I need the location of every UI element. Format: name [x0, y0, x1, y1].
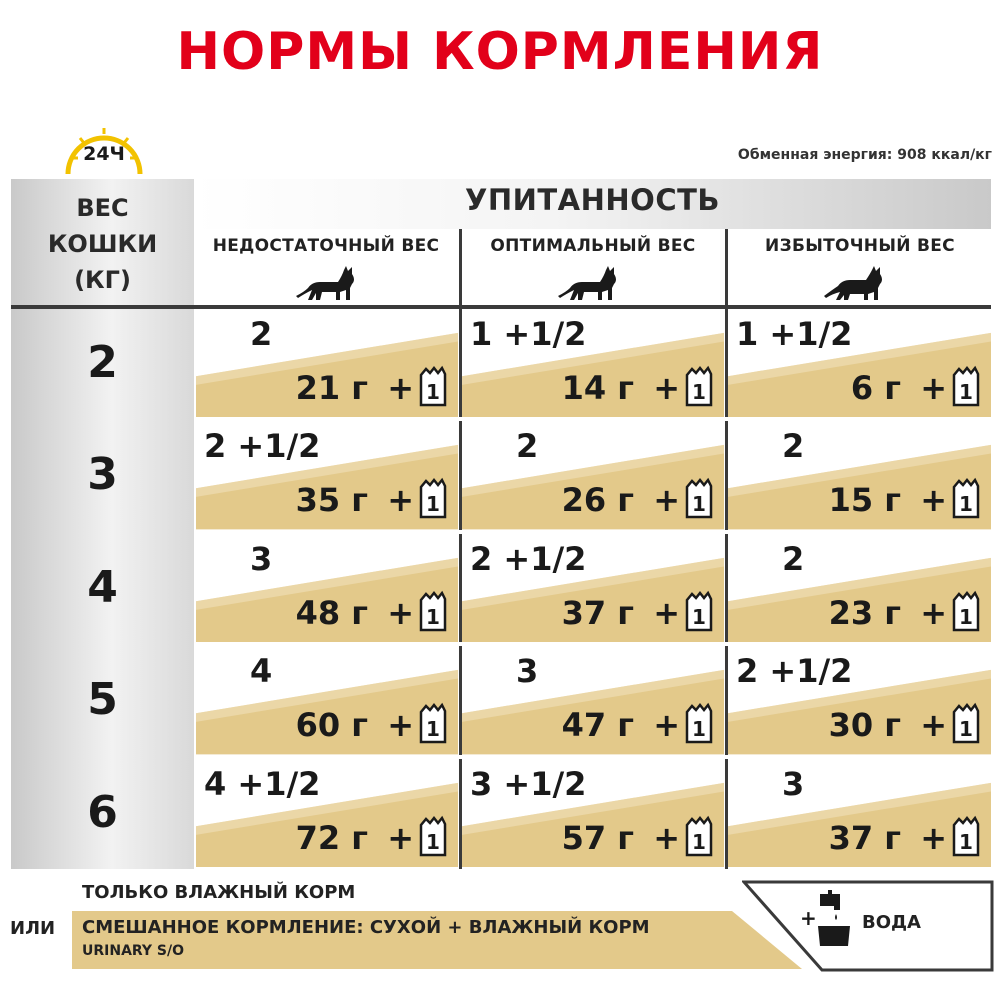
- feeding-cell: [462, 646, 724, 754]
- column-header-optimal: ОПТИМАЛЬНЫЙ ВЕС: [490, 236, 696, 256]
- feeding-cell: [728, 309, 991, 417]
- column-header-underweight: НЕДОСТАТОЧНЫЙ ВЕС: [212, 236, 440, 256]
- pouch-count: 2 +1/2: [470, 539, 587, 578]
- pouch-icon: [951, 702, 981, 744]
- feeding-cell: [728, 534, 991, 642]
- pouch-icon: [951, 590, 981, 632]
- feeding-cell: [728, 421, 991, 529]
- wet-only-label: ТОЛЬКО ВЛАЖНЫЙ КОРМ: [82, 882, 356, 903]
- plus-sign: +: [653, 706, 680, 745]
- pouch-count: 3: [250, 539, 273, 578]
- pouch-count: 1 +1/2: [736, 315, 853, 353]
- pouch-count: 2: [782, 539, 805, 578]
- pouch-count: 2: [516, 427, 539, 466]
- svg-text:1: 1: [692, 380, 706, 404]
- dry-food-grams: 37 г: [561, 593, 634, 632]
- dry-food-grams: 26 г: [561, 481, 634, 520]
- svg-text:1: 1: [959, 380, 973, 404]
- dry-food-grams: 48 г: [295, 593, 368, 632]
- cat-silhouette-icon: [822, 262, 886, 302]
- pouch-count: 3 +1/2: [470, 764, 587, 803]
- feeding-cell: [196, 534, 458, 642]
- water-plus: +: [800, 906, 817, 930]
- svg-text:1: 1: [426, 829, 440, 854]
- feeding-cell: [462, 759, 724, 867]
- cat-weight-value: 5: [87, 674, 118, 726]
- feeding-cell: [196, 309, 458, 417]
- pouch-icon: [951, 477, 981, 519]
- cat-weight-value: 4: [87, 561, 118, 613]
- svg-text:1: 1: [959, 604, 973, 629]
- bowl-icon: [818, 926, 850, 946]
- feeding-cell: [196, 421, 458, 529]
- svg-text:1: 1: [959, 492, 973, 517]
- pouch-count: 2 +1/2: [204, 427, 321, 466]
- column-header-overweight: ИЗБЫТОЧНЫЙ ВЕС: [765, 236, 955, 256]
- svg-text:1: 1: [692, 717, 706, 742]
- plus-sign: +: [387, 481, 414, 520]
- weight-header-line-3: (КГ): [74, 266, 131, 294]
- pouch-icon: [418, 590, 448, 632]
- pouch-count: 2 +1/2: [736, 652, 853, 691]
- dry-food-grams: 35 г: [295, 481, 368, 520]
- dry-food-grams: 23 г: [828, 593, 901, 632]
- cat-weight-value: 6: [87, 786, 118, 838]
- svg-text:1: 1: [426, 604, 440, 629]
- plus-sign: +: [653, 369, 680, 407]
- svg-text:1: 1: [426, 492, 440, 517]
- weight-header-line-2: КОШКИ: [47, 230, 158, 258]
- svg-text:1: 1: [426, 717, 440, 742]
- condition-header: УПИТАННОСТЬ: [465, 183, 720, 217]
- plus-sign: +: [920, 481, 947, 520]
- product-name: URINARY S/O: [82, 943, 185, 959]
- pouch-count: 4 +1/2: [204, 764, 321, 803]
- pouch-icon: [684, 702, 714, 744]
- plus-sign: +: [387, 369, 414, 407]
- svg-text:1: 1: [959, 717, 973, 742]
- pouch-icon: [418, 815, 448, 857]
- feeding-cell: [196, 646, 458, 754]
- dry-food-grams: 37 г: [828, 818, 901, 857]
- plus-sign: +: [387, 593, 414, 632]
- plus-sign: +: [387, 706, 414, 745]
- weight-header-line-1: ВЕС: [76, 194, 129, 222]
- feeding-cell: [728, 646, 991, 754]
- pouch-icon: [418, 702, 448, 744]
- cat-silhouette-icon: [556, 262, 620, 302]
- dry-food-grams: 60 г: [295, 706, 368, 745]
- pouch-icon: [684, 477, 714, 519]
- plus-sign: +: [653, 593, 680, 632]
- plus-sign: +: [653, 481, 680, 520]
- weight-header: [11, 190, 194, 298]
- dry-food-grams: 30 г: [828, 706, 901, 745]
- page-title: НОРМЫ КОРМЛЕНИЯ: [176, 22, 824, 82]
- pouch-icon: [951, 365, 981, 407]
- svg-text:1: 1: [692, 604, 706, 629]
- dry-food-grams: 72 г: [295, 818, 368, 857]
- feeding-cell: [462, 421, 724, 529]
- pouch-icon: [951, 815, 981, 857]
- pouch-icon: [684, 590, 714, 632]
- svg-text:1: 1: [692, 829, 706, 854]
- clock-label: 24Ч: [83, 143, 125, 165]
- dry-food-grams: 21 г: [295, 369, 368, 407]
- energy-note: Обменная энергия: 908 ккал/кг: [737, 147, 992, 163]
- cat-weight-value: 3: [87, 449, 118, 501]
- feeding-cell: [462, 534, 724, 642]
- pouch-icon: [418, 365, 448, 407]
- plus-sign: +: [920, 818, 947, 857]
- dry-food-grams: 57 г: [561, 818, 634, 857]
- plus-sign: +: [920, 369, 947, 407]
- water-label: ВОДА: [862, 912, 921, 933]
- svg-text:1: 1: [959, 829, 973, 854]
- dry-food-grams: 15 г: [828, 481, 901, 520]
- feeding-cell: [196, 759, 458, 867]
- water-tap-icon: [814, 890, 854, 950]
- cat-silhouette-icon: [294, 262, 358, 302]
- feeding-cell: [728, 759, 991, 867]
- pouch-icon: [684, 365, 714, 407]
- plus-sign: +: [653, 818, 680, 857]
- pouch-count: 4: [250, 652, 273, 691]
- pouch-icon: [684, 815, 714, 857]
- pouch-count: 3: [782, 764, 805, 803]
- svg-text:1: 1: [426, 380, 440, 404]
- pouch-count: 1 +1/2: [470, 315, 587, 353]
- feeding-cell: [462, 309, 724, 417]
- dry-food-grams: 47 г: [561, 706, 634, 745]
- cat-weight-value: 2: [87, 337, 118, 388]
- pouch-count: 3: [516, 652, 539, 691]
- or-label: ИЛИ: [10, 918, 56, 939]
- plus-sign: +: [387, 818, 414, 857]
- pouch-count: 2: [782, 427, 805, 466]
- plus-sign: +: [920, 706, 947, 745]
- pouch-icon: [418, 477, 448, 519]
- dry-food-grams: 14 г: [561, 369, 634, 407]
- plus-sign: +: [920, 593, 947, 632]
- mixed-feeding-label: СМЕШАННОЕ КОРМЛЕНИЕ: СУХОЙ + ВЛАЖНЫЙ КОРМ: [82, 917, 650, 938]
- dry-food-grams: 6 г: [850, 369, 901, 407]
- pouch-count: 2: [250, 315, 273, 353]
- svg-text:1: 1: [692, 492, 706, 517]
